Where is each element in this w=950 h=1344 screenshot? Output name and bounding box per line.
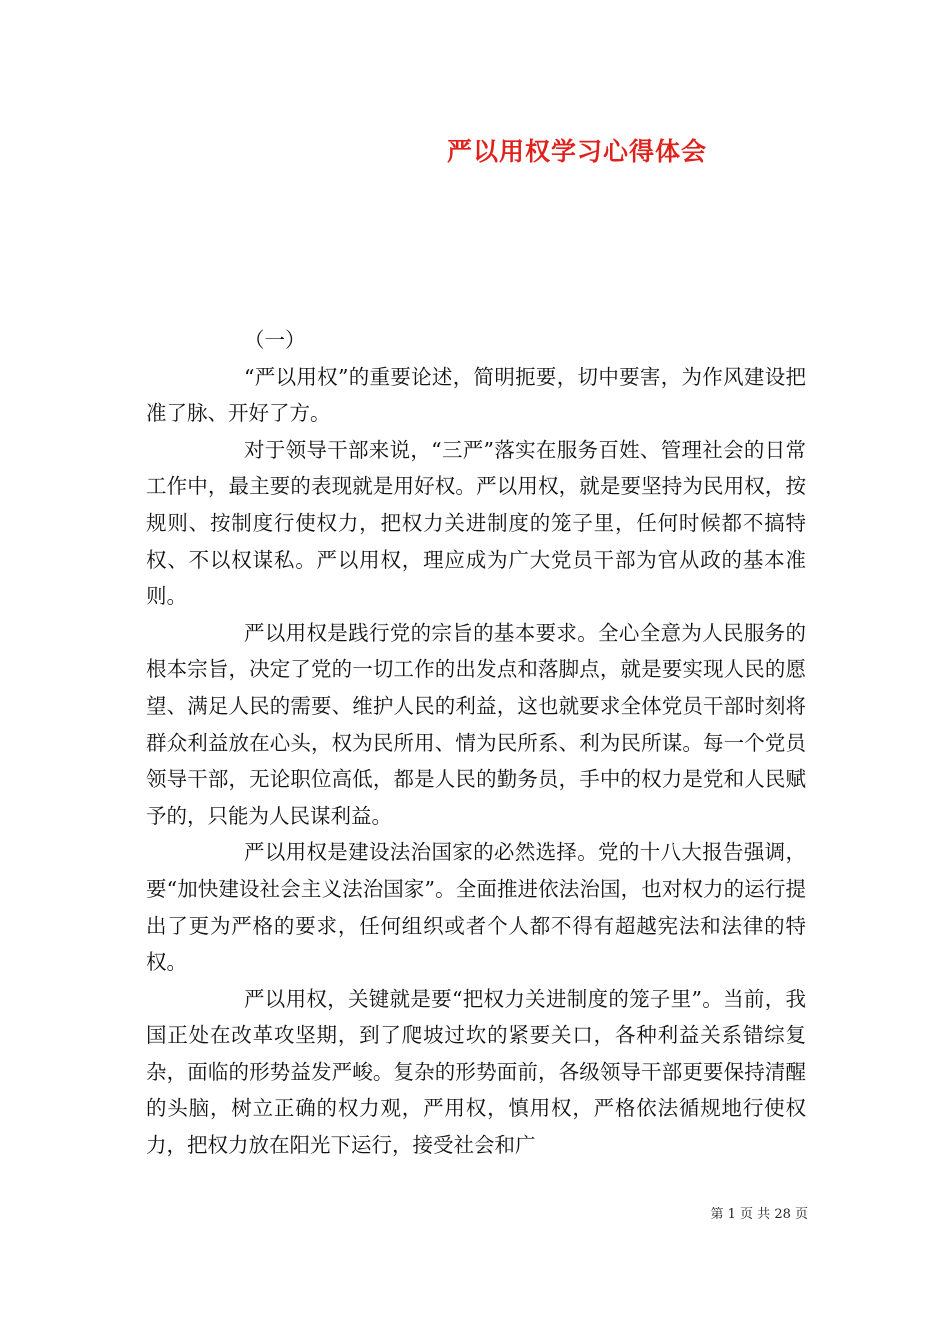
paragraph-4: 严以用权是建设法治国家的必然选择。党的十八大报告强调，要“加快建设社会主义法治国家”。全面推进依法治国，也对权力的运行提出了更为严格的要求，任何组织或者个人都不得有超越宪法和法律的特权。 [146, 840, 806, 975]
document-title: 严以用权学习心得体会 [446, 137, 707, 166]
paragraph-2: 对于领导干部来说，“三严”落实在服务百姓、管理社会的日常工作中，最主要的表现就是用好权。严以用权，就是要坚持为民用权，按规则、按制度行使权力，把权力关进制度的笼子里，任何时候都不搞特权、不以权谋私。严以用权，理应成为广大党员干部为官从政的基本准则。 [146, 437, 806, 609]
document-body [146, 322, 806, 1164]
paragraph-5: 严以用权，关键就是要“把权力关进制度的笼子里”。当前，我国正处在改革攻坚期，到了爬坡过坎的紧要关口，各种利益关系错综复杂，面临的形势益发严峻。复杂的形势面前，各级领导干部更要保持清醒的头脑，树立正确的权力观，严用权，慎用权，严格依法循规地行使权力，把权力放在阳光下运行，接受社会和广 [146, 986, 806, 1158]
paragraph-3: 严以用权是践行党的宗旨的基本要求。全心全意为人民服务的根本宗旨，决定了党的一切工作的出发点和落脚点，就是要实现人民的愿望、满足人民的需要、维护人民的利益，这也就要求全体党员干部时刻将群众利益放在心头，权为民所用、情为民所系、利为民所谋。每一个党员领导干部，无论职位高低，都是人民的勤务员，手中的权力是党和人民赋予的，只能为人民谋利益。 [146, 620, 806, 828]
section-heading: （一） [244, 328, 306, 352]
paragraph-1: “严以用权”的重要论述，简明扼要，切中要害，为作风建设把准了脉、开好了方。 [146, 364, 806, 426]
page-number-footer: 第 1 页 共 28 页 [710, 1207, 808, 1222]
